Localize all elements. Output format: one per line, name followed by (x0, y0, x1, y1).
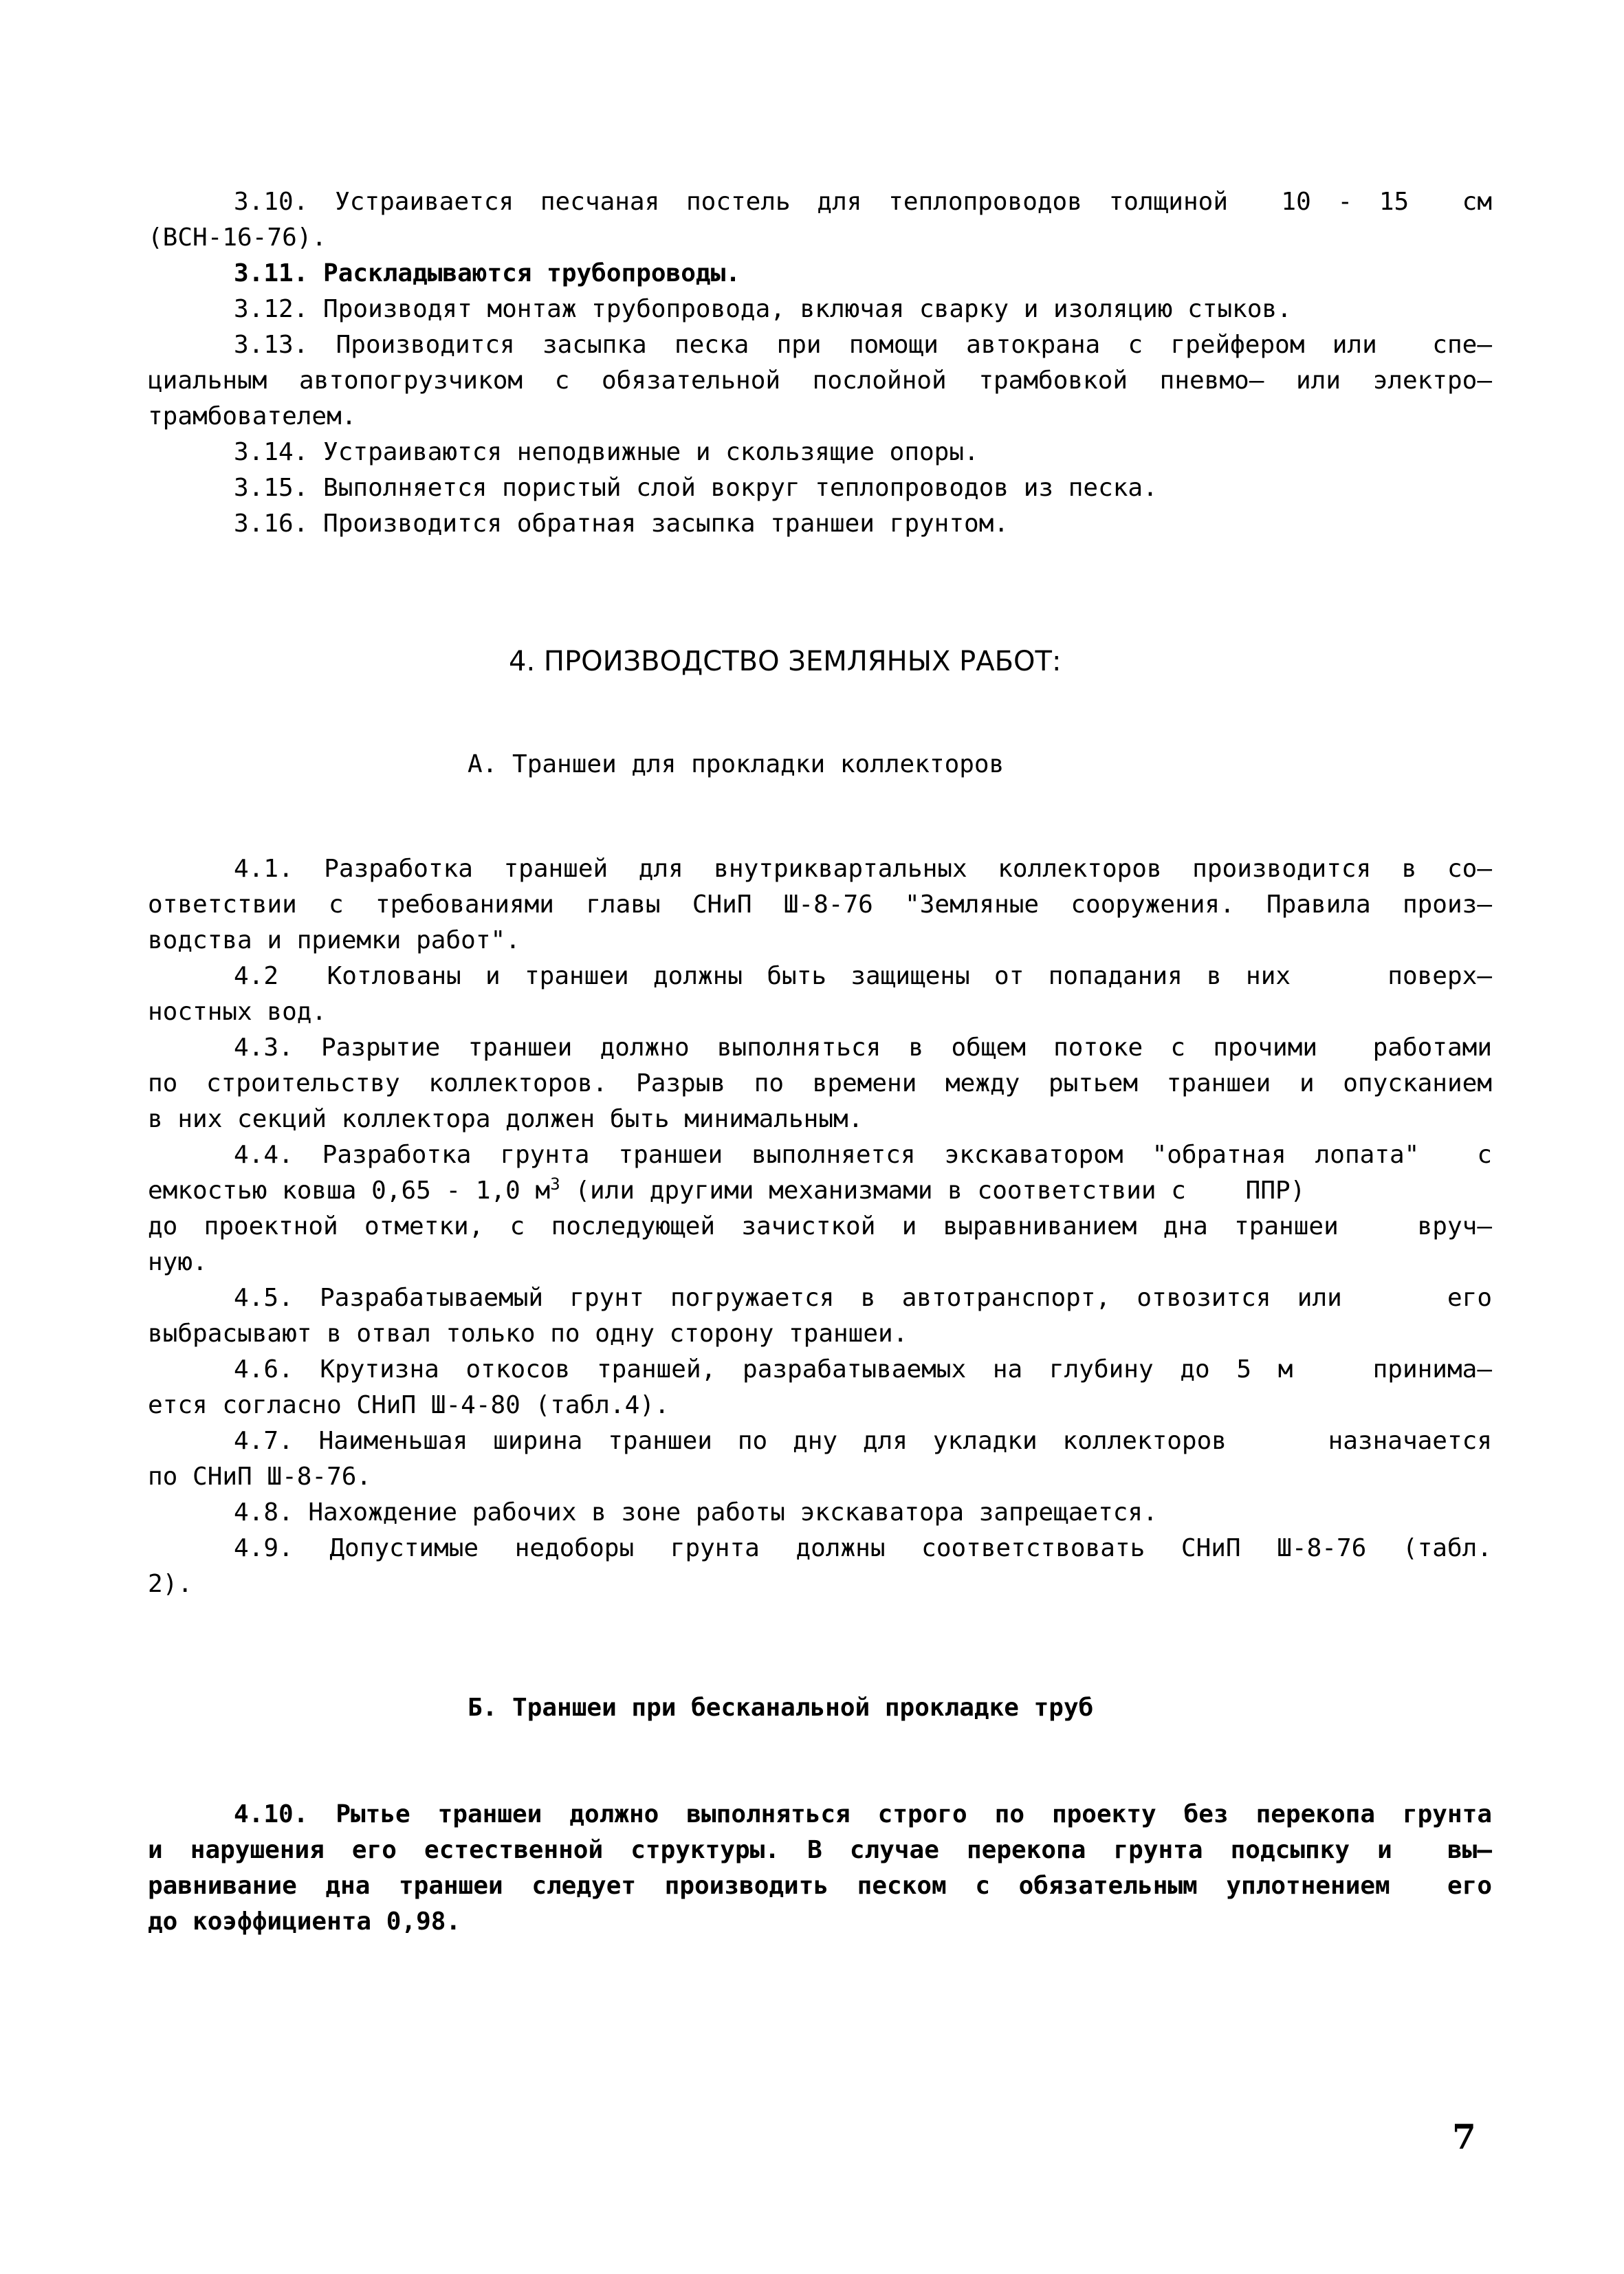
para-4-5-line-2: выбрасывают в отвал только по одну сторону траншеи. (148, 1320, 908, 1348)
para-4-10-line-2: и нарушения его естественной структуры. В случае перекопа грунта подсыпку и вы– (148, 1836, 1492, 1864)
section-4-heading: 4. ПРОИЗВОДСТВО ЗЕМЛЯНЫХ РАБОТ: (509, 646, 1062, 677)
para-4-5-line-1: 4.5. Разрабатываемый грунт погружается в автотранспорт, отвозится или его (234, 1284, 1492, 1312)
subsection-b-heading: Б. Траншеи при бесканальной прокладке труб (468, 1694, 1094, 1722)
para-4-7-line-1: 4.7. Наименьшая ширина траншеи по дну для укладки коллекторов назначается (234, 1427, 1492, 1455)
para-4-6-line-2: ется согласно СНиП Ш-4-80 (табл.4). (148, 1391, 670, 1419)
para-4-3-line-2: по строительству коллекторов. Разрыв по времени между рытьем траншеи и опусканием (148, 1069, 1492, 1097)
para-4-2-line-1: 4.2 Котлованы и траншеи должны быть защищены от попадания в них поверх– (234, 962, 1492, 990)
para-4-4-volume: емкостью ковша 0,65 - 1,0 м (148, 1177, 551, 1205)
para-4-4-line-1: 4.4. Разработка грунта траншеи выполняется экскаватором "обратная лопата" с (234, 1141, 1492, 1169)
subsection-a-heading: А. Траншеи для прокладки коллекторов (468, 750, 1005, 778)
para-3-16: 3.16. Производится обратная засыпка траншеи грунтом. (234, 510, 1009, 538)
page-number: 7 (1452, 2117, 1476, 2157)
para-3-10-line-1: 3.10. Устраивается песчаная постель для теплопроводов толщиной 10 - 15 см (234, 188, 1492, 216)
para-4-4-line-2 (148, 1174, 1305, 1207)
para-4-1-line-2: ответствии с требованиями главы СНиП Ш-8-76 "Земляные сооружения. Правила произ– (148, 890, 1492, 919)
para-4-4-line-3: до проектной отметки, с последующей зачисткой и выравниванием дна траншеи вруч– (148, 1212, 1492, 1240)
para-3-11: 3.11. Раскладываются трубопроводы. (234, 259, 740, 287)
para-4-4-line-4: ную. (148, 1248, 208, 1276)
para-3-15: 3.15. Выполняется пористый слой вокруг теплопроводов из песка. (234, 474, 1158, 502)
para-3-13-line-2: циальным автопогрузчиком с обязательной послойной трамбовкой пневмо– или электро– (148, 367, 1492, 395)
para-3-14: 3.14. Устраиваются неподвижные и скользящие опоры. (234, 438, 979, 466)
para-4-10-line-4: до коэффициента 0,98. (148, 1907, 461, 1936)
para-4-9-line-2: 2). (148, 1570, 193, 1598)
para-4-10-line-1: 4.10. Рытье траншеи должно выполняться строго по проекту без перекопа грунта (234, 1800, 1492, 1828)
para-4-9-line-1: 4.9. Допустимые недоборы грунта должны соответствовать СНиП Ш-8-76 (табл. (234, 1534, 1492, 1562)
para-4-10-line-3: равнивание дна траншеи следует производить песком с обязательным уплотнением его (148, 1872, 1492, 1900)
para-4-3-line-1: 4.3. Разрытие траншеи должно выполняться в общем потоке с прочими работами (234, 1034, 1492, 1062)
para-4-8: 4.8. Нахождение рабочих в зоне работы экскаватора запрещается. (234, 1498, 1158, 1527)
para-4-7-line-2: по СНиП Ш-8-76. (148, 1463, 372, 1491)
para-4-1-line-3: водства и приемки работ". (148, 926, 520, 954)
para-4-4-mechanisms: (или другими механизмами в соответствии с ППР) (560, 1177, 1306, 1205)
para-3-13-line-3: трамбователем. (148, 402, 357, 430)
para-4-1-line-1: 4.1. Разработка траншей для внутриквартальных коллекторов производится в со– (234, 855, 1492, 883)
para-4-6-line-1: 4.6. Крутизна откосов траншей, разрабатываемых на глубину до 5 м принима– (234, 1355, 1492, 1384)
para-3-12: 3.12. Производят монтаж трубопровода, включая сварку и изоляцию стыков. (234, 295, 1292, 323)
cubic-superscript: 3 (550, 1174, 560, 1194)
para-4-3-line-3: в них секций коллектора должен быть минимальным. (148, 1105, 864, 1133)
para-3-10-line-2: (ВСН-16-76). (148, 223, 327, 252)
para-3-13-line-1: 3.13. Производится засыпка песка при помощи автокрана с грейфером или спе– (234, 331, 1492, 359)
para-4-2-line-2: ностных вод. (148, 998, 327, 1026)
